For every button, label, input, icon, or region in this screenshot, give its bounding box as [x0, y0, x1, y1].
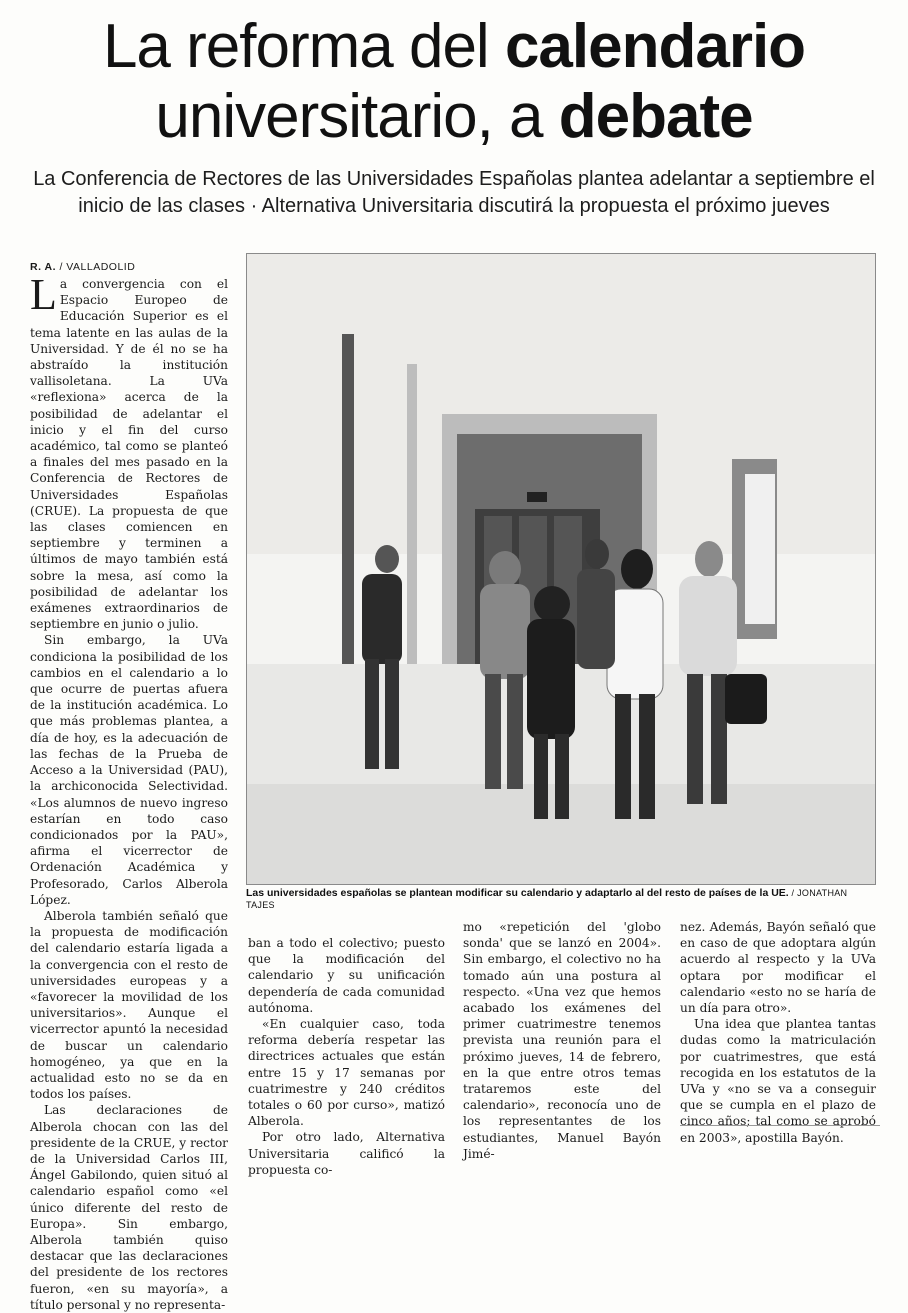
headline-line-1: [0, 12, 908, 82]
students-hallway-photo: [247, 254, 875, 884]
photo-caption: [246, 887, 874, 911]
paragraph-text: a convergencia con el Espacio Europeo de Educación Superior es el tema latente en las aulas de la Universidad. Y de él no se ha abstraído la institución vallisoletana. La UVa «reflexiona» acerca de la posibilidad de adelantar el inicio y el fin del curso académico, tal como se planteó a finales del mes pasado en la Conferencia de Rectores de Universidades Españolas (CRUE). La propuesta de que las clases comiencen en septiembre y terminen a últimos de mayo también está sobre la mesa, así como la posibilidad de adelantar los exámenes extraordinarios de septiembre en junio o julio.: [30, 277, 228, 632]
article-column-3: [463, 919, 661, 1162]
article-paragraph: Una idea que plantea tantas dudas como la matriculación por cuatrimestres, que está recogida en los estatutos de la UVa y «no se va a conseguir que se cumpla en el plazo de cinco años; tal como se aprobó en 2003», apostilla Bayón.: [680, 1017, 876, 1145]
headline-line-1-regular: La reforma del: [102, 12, 505, 81]
headline-line-2: [0, 82, 908, 152]
article-paragraph: Sin embargo, la UVa condiciona la posibilidad de los cambios en el calendario a lo que ocurre de puertas afuera de la institución académica. Lo que más problemas plantea, a día de hoy, es la adecuación de las fechas de la Prueba de Acceso a la Universidad (PAU), la archiconocida Selectividad. «Los alumnos de nuevo ingreso estarían en todo caso condicionados por la PAU», afirma el vicerrector de Ordenación Académica y Profesorado, Carlos Alberola López.: [30, 633, 228, 907]
article-column-2: [248, 935, 445, 1178]
article-paragraph: Alberola también señaló que la propuesta de modificación del calendario estaría ligada a la convergencia con el resto de universidades europeas y a «favorecer la movilidad de los universitarios». Aunque el vicerrector apuntó la necesidad de buscar un calendario homogéneo, ya que en la actualidad esto no se da en todos los países.: [30, 908, 228, 1102]
byline-author: R. A.: [30, 261, 57, 273]
article-paragraph: Por otro lado, Alternativa Universitaria calificó la propuesta co-: [248, 1130, 445, 1177]
caption-text: Las universidades españolas se plantean modificar su calendario y adaptarlo al del resto de países de la UE.: [246, 887, 789, 899]
byline-location: VALLADOLID: [66, 261, 136, 273]
article-column-4: [680, 919, 876, 1146]
article-paragraph: Las declaraciones de Alberola chocan con las del presidente de la CRUE, y rector de la Universidad Carlos III, Ángel Gabilondo, quien situó al calendario español como «el único diferente del resto de Europa». Sin embargo, Alberola también quiso destacar que las declaraciones del presidente de los rectores fueron, «en su mayoría», a título personal y no representa-: [30, 1103, 228, 1312]
subheadline: La Conferencia de Rectores de las Universidades Españolas plantea adelantar a septiembre el inicio de las clases · Alternativa Universitaria discutirá la propuesta el próximo jueves: [33, 168, 875, 217]
photo-credit: / JONATHAN TAJES: [246, 888, 848, 910]
article-paragraph: nez. Además, Bayón señaló que en caso de que adoptara algún acuerdo al respecto y la UVa optara por modificar el calendario «esto no se haría de un día para otro».: [680, 920, 876, 1016]
headline: [0, 12, 908, 152]
headline-line-2-regular: universitario, a: [155, 82, 559, 151]
headline-line-2-bold: debate: [558, 82, 753, 151]
news-photo: [246, 253, 876, 885]
article-column-1: [30, 270, 228, 1312]
article-paragraph: «En cualquier caso, toda reforma debería respetar las directrices actuales que están entre 15 y 17 semanas por cuatrimestre y 240 créditos totales o 60 por curso», matizó Alberola.: [248, 1017, 445, 1129]
end-rule: [680, 1125, 880, 1126]
drop-cap: L: [30, 270, 57, 319]
byline-separator: /: [56, 261, 67, 273]
headline-line-1-bold: calendario: [504, 12, 806, 81]
article-paragraph: [30, 270, 228, 632]
article-paragraph: mo «repetición del 'globo sonda' que se lanzó en 2004». Sin embargo, el colectivo no ha tomado aún una postura al respecto. «Una vez que hemos acabado los exámenes del primer cuatrimestre tenemos prevista una reunión para el próximo jueves, 14 de febrero, en la que entre otros temas trataremos este del calendario», reconocía uno de los representantes de los estudiantes, Manuel Bayón Jimé-: [463, 920, 661, 1161]
article-paragraph: ban a todo el colectivo; puesto que la modificación del calendario y su unificación dependería de cada comunidad autónoma.: [248, 936, 445, 1015]
